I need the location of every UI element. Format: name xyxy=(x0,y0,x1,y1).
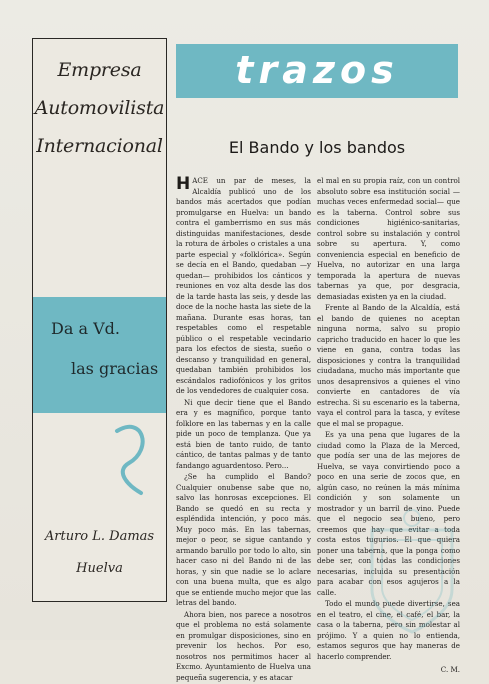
ad-thanks-line2: las gracias xyxy=(71,359,159,378)
article-paragraph: Todo el mundo puede divertirse, sea en el teatro, el cine, el café, el bar, la casa o la taberna, pero sin molestar al prójimo. Y a quien no lo entienda, estamos seguros que hay maneras de hacerlo comprender. xyxy=(317,599,460,661)
author-initials: C. M. xyxy=(440,665,460,674)
article-paragraph: Ahora bien, nos parece a nosotros que el problema no está solamente en promulgar disposiciones, sino en prevenir los hechos. Por eso, nosotros nos permitimos hacer al Excmo. Ayuntamiento de Huelva una pequeña sugerencia, y es atacar xyxy=(176,609,311,682)
ad-signature: Arturo L. Damas xyxy=(44,529,155,544)
ad-title-line: Empresa xyxy=(57,59,142,81)
article-column-1 xyxy=(176,176,311,684)
ad-title-line: Automovilista xyxy=(34,97,165,119)
article-paragraph: HACE un par de meses, la Alcaldía publicó uno de los bandos más acertados que podían promulgarse en Huelva: un bando contra el gamberrismo en sus más distinguidas manifestaciones, desde la rotura de árboles o cristales a una parte especial y «folklórica». Según se decía en el Bando, quedaban —y quedan— prohibidos los cánticos y reuniones en voz alta desde las dos de la tarde hasta las seis, y desde las doce de la noche hasta las siete de la mañana. Durante esas horas, tan respetables como el respetable público o el respetable vecindario para los efectos de siesta, sueño o descanso y tranquilidad en general, quedaban también prohibidos los escándalos radiofónicos y los gritos de los vendedores de cualquier cosa. xyxy=(176,174,311,395)
article-paragraph: Es ya una pena que lugares de la ciudad como la Plaza de la Merced, que podía ser una de las mejores de Huelva, se vaya convirtiendo poco a poco en una serie de zocos que, en algún caso, no reúnen la más mínima condición y son solamente un mostrador y un barril de vino. Puede que el negocio sea bueno, pero creemos que hay que evitar a toda costa estos tugurios. El que quiera poner una taberna, que la ponga como debe ser, con todas las condiciones necesarias, incluida su presentación para acabar con esos agujeros a la calle. xyxy=(317,430,460,597)
ad-city: Huelva xyxy=(76,561,123,576)
ad-thanks-line1: Da a Vd. xyxy=(51,319,120,338)
swash-ornament-icon xyxy=(107,419,157,501)
watermark-emblem-icon xyxy=(352,500,472,640)
article-title: El Bando y los bandos xyxy=(228,138,406,157)
ad-company-name xyxy=(33,51,166,165)
section-logo xyxy=(176,44,458,98)
ad-thanks-band xyxy=(33,297,166,413)
article-paragraph: ¿Se ha cumplido el Bando? Cualquier onubense sabe que no, salvo las honrosas excepciones. El Bando se quedó en su recta y espléndida intención, y poco más. Muy poco más. En las tabernas, mejor o peor, se sigue cantando y armando barullo por todo lo alto, sin hacer caso ni del Bando ni de las horas, y sin que nadie se lo aclare con una buena multa, que es algo que se entiende mucho mejor que las letras del bando. xyxy=(176,472,311,607)
ad-title-line: Internacional xyxy=(36,135,163,157)
section-logo-text: trazos xyxy=(235,48,399,92)
article-paragraph: Frente al Bando de la Alcaldía, está el bando de quienes no aceptan ninguna norma, salvo su propio capricho traducido en hacer lo que les viene en gana, contra todas las disposiciones y contra la tranquilidad ciudadana, mucho más importante que unos desaprensivos a quienes el vino convierte en cantadores de vía estrecha. Si su escenario es la taberna, vaya el control para la tasca, y evítese que el mal se propague. xyxy=(317,303,460,428)
article-paragraph: el mal en su propia raíz, con un control absoluto sobre esa institución social —muchas veces enfermedad social— que es la taberna. Control sobre sus condiciones higiénico-sanitarias, control sobre su instalación y control sobre su apertura. Y, como conveniencia especial en beneficio de Huelva, no autorizar en una larga temporada la apertura de nuevas tabernas ya que, por desgracia, demasiadas existen ya en la ciudad. xyxy=(317,176,460,301)
article-paragraph: Ni que decir tiene que el Bando era y es magnífico, porque tanto folklore en las tabernas y en la calle pide un poco de templanza. Que ya está bien de tanto ruido, de tanto cántico, de tantas palmas y de tanto fandango aguardentoso. Pero... xyxy=(176,397,311,470)
advertisement-panel xyxy=(32,38,167,602)
drop-cap: H xyxy=(176,174,191,194)
